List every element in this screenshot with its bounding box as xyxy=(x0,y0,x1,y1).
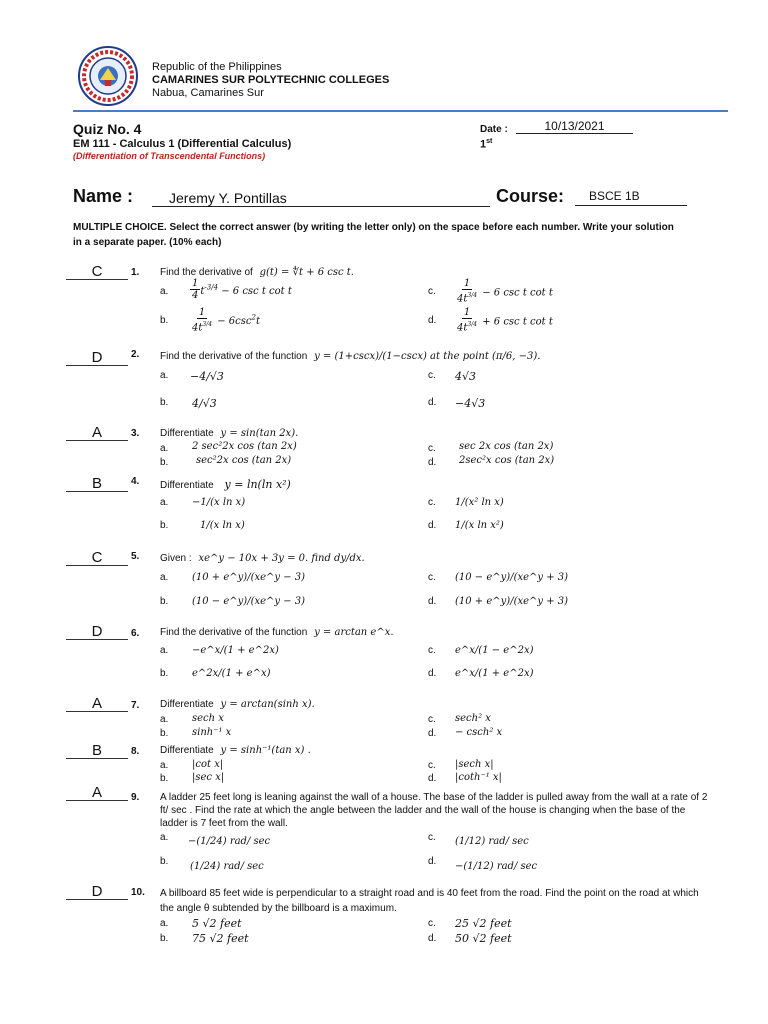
answer-field-10[interactable]: D xyxy=(66,883,128,900)
question-number-5: 5. xyxy=(131,551,140,562)
q1-option-c[interactable] xyxy=(455,278,553,304)
q9-option-a[interactable]: −(1/24) rad/ sec xyxy=(188,836,271,847)
question-text-5 xyxy=(160,553,365,564)
date-value[interactable]: 10/13/2021 xyxy=(516,119,633,134)
q8-label-c: c. xyxy=(428,760,436,771)
q3-label-c: c. xyxy=(428,443,436,454)
q4-label-b: b. xyxy=(160,520,169,531)
q6-option-b[interactable]: e^2x/(1 + e^x) xyxy=(192,668,271,679)
q5-option-d[interactable]: (10 + e^y)/(xe^y + 3) xyxy=(455,596,569,607)
q10-label-d: d. xyxy=(428,933,437,944)
q7-prompt: Differentiate xyxy=(160,699,214,710)
question-number-8: 8. xyxy=(131,746,140,757)
q2-option-d[interactable]: −4√3 xyxy=(455,397,486,410)
q2-prompt: Find the derivative of the function xyxy=(160,351,308,362)
q2-label-b: b. xyxy=(160,397,169,408)
question-text-7 xyxy=(160,699,315,710)
q8-expression: y = sinh⁻¹(tan x) . xyxy=(220,745,311,756)
q9-label-d: d. xyxy=(428,856,437,867)
question-number-4: 4. xyxy=(131,476,140,487)
question-number-9: 9. xyxy=(131,792,140,803)
q5-option-b[interactable]: (10 − e^y)/(xe^y − 3) xyxy=(192,596,306,607)
course-label: Course: xyxy=(496,186,565,206)
q1-a-rest: $t^{-3/4} - 6$ csc t cot t xyxy=(200,283,292,297)
q4-expression: y = ln(ln x²) xyxy=(224,478,291,491)
answer-field-6[interactable]: D xyxy=(66,623,128,640)
q8-option-d[interactable]: |coth⁻¹ x| xyxy=(455,772,502,783)
q1-label-a: a. xyxy=(160,286,169,297)
question-text-2 xyxy=(160,351,540,362)
q6-label-a: a. xyxy=(160,645,169,656)
answer-field-3[interactable]: A xyxy=(66,424,128,441)
semester-suffix: st xyxy=(486,138,493,145)
q7-label-a: a. xyxy=(160,714,169,725)
q10-label-c: c. xyxy=(428,918,436,929)
q7-expression: y = arctan(sinh x). xyxy=(220,699,315,710)
q3-option-a[interactable]: 2 sec²2x cos (tan 2x) xyxy=(192,441,297,452)
q1-d-fraction: $\frac{1}{4t^{3/4}}$ xyxy=(457,307,478,334)
q1-b-fraction: $\frac{1}{4t^{3/4}}$ xyxy=(192,307,213,334)
q6-expression: y = arctan e^x. xyxy=(314,627,394,638)
date-label: Date : xyxy=(480,124,508,135)
q10-option-c[interactable]: 25 √2 feet xyxy=(455,917,512,930)
q4-label-a: a. xyxy=(160,497,169,508)
q9-option-d[interactable]: −(1/12) rad/ sec xyxy=(455,861,538,872)
q4-option-c[interactable]: 1/(x² ln x) xyxy=(455,497,504,508)
q5-label-d: d. xyxy=(428,596,437,607)
question-number-2: 2. xyxy=(131,349,140,360)
q8-option-c[interactable]: |sech x| xyxy=(455,759,494,770)
q5-option-a[interactable]: (10 + e^y)/(xe^y − 3) xyxy=(192,572,306,583)
q4-option-a[interactable]: −1/(x ln x) xyxy=(192,497,246,508)
q3-label-a: a. xyxy=(160,443,169,454)
q1-label-b: b. xyxy=(160,315,169,326)
q7-option-b[interactable]: sinh⁻¹ x xyxy=(192,727,232,738)
answer-field-1[interactable]: C xyxy=(66,263,128,280)
q7-label-d: d. xyxy=(428,728,437,739)
q1-label-d: d. xyxy=(428,315,437,326)
q1-c-fraction: $\frac{1}{4t^{3/4}}$ xyxy=(457,278,478,305)
q7-option-d[interactable]: − csch² x xyxy=(455,727,503,738)
q1-c-rest: − 6 csc t cot t xyxy=(479,287,553,299)
q6-option-c[interactable]: e^x/(1 − e^2x) xyxy=(455,645,534,656)
q4-label-d: d. xyxy=(428,520,437,531)
header-location: Nabua, Camarines Sur xyxy=(152,87,264,99)
question-number-6: 6. xyxy=(131,628,140,639)
question-text-1 xyxy=(160,267,354,278)
q2-label-a: a. xyxy=(160,370,169,381)
q7-label-c: c. xyxy=(428,714,436,725)
q4-option-d[interactable]: 1/(x ln x²) xyxy=(455,520,504,531)
q3-expression: y = sin(tan 2x). xyxy=(220,428,299,439)
college-seal xyxy=(78,46,138,106)
question-text-9: A ladder 25 feet long is leaning against the wall of a house. The base of the ladder is pulled away from the wall at a rate of 2 ft/ sec . Find the rate at which the angle between the ladder and the wall of the house is changing when the base of the ladder is 7 feet from the wall. xyxy=(160,792,708,829)
course-field[interactable]: BSCE 1B xyxy=(575,189,687,206)
question-number-10: 10. xyxy=(131,887,145,898)
q6-prompt: Find the derivative of the function xyxy=(160,627,308,638)
answer-field-5[interactable]: C xyxy=(66,549,128,566)
q1-option-a[interactable] xyxy=(190,278,292,301)
q4-option-b[interactable]: 1/(x ln x) xyxy=(200,520,245,531)
q1-option-b[interactable] xyxy=(190,307,260,333)
q3-label-d: d. xyxy=(428,457,437,468)
q1-option-d[interactable] xyxy=(455,307,553,333)
q7-option-c[interactable]: sech² x xyxy=(455,713,491,724)
q2-label-d: d. xyxy=(428,397,437,408)
name-label: Name : xyxy=(73,186,134,206)
question-text-8 xyxy=(160,745,311,756)
course-code: EM 111 - Calculus 1 (Differential Calculus) xyxy=(73,138,292,150)
q6-option-a[interactable]: −e^x/(1 + e^2x) xyxy=(192,645,279,656)
q1-d-rest: + 6 csc t cot t xyxy=(479,316,553,328)
answer-field-9[interactable]: A xyxy=(66,784,128,801)
q1-b-rest: − $6\csc^2t$ xyxy=(214,314,260,328)
q6-label-d: d. xyxy=(428,668,437,679)
q5-label-c: c. xyxy=(428,572,436,583)
q7-option-a[interactable]: sech x xyxy=(192,713,224,724)
q10-option-b[interactable]: 75 √2 feet xyxy=(192,932,249,945)
q8-option-a[interactable]: |cot x| xyxy=(192,759,224,770)
q5-expression: xe^y − 10x + 3y = 0. find dy/dx. xyxy=(198,553,365,564)
q3-option-d[interactable]: 2sec²x cos (tan 2x) xyxy=(459,455,555,466)
semester-line xyxy=(480,138,492,151)
q4-prompt: Differentiate xyxy=(160,480,214,491)
q8-option-b[interactable]: |sec x| xyxy=(192,772,225,783)
q2-label-c: c. xyxy=(428,370,436,381)
q9-label-b: b. xyxy=(160,856,169,867)
q5-label-b: b. xyxy=(160,596,169,607)
q8-label-d: d. xyxy=(428,773,437,784)
q6-option-d[interactable]: e^x/(1 + e^2x) xyxy=(455,668,534,679)
q2-option-b[interactable]: 4/√3 xyxy=(192,397,217,410)
q5-prompt: Given : xyxy=(160,553,192,564)
quiz-topic: (Differentiation of Transcendental Functions) xyxy=(73,151,266,161)
q2-option-c[interactable]: 4√3 xyxy=(455,370,477,383)
q3-option-b[interactable]: sec²2x cos (tan 2x) xyxy=(196,455,292,466)
answer-field-2[interactable]: D xyxy=(66,349,128,366)
q8-prompt: Differentiate xyxy=(160,745,214,756)
question-text-4 xyxy=(160,478,291,491)
q1-label-c: c. xyxy=(428,286,436,297)
q4-label-c: c. xyxy=(428,497,436,508)
q9-option-b[interactable]: (1/24) rad/ sec xyxy=(190,861,264,872)
question-number-1: 1. xyxy=(131,267,140,278)
q6-label-b: b. xyxy=(160,668,169,679)
q10-label-a: a. xyxy=(160,918,169,929)
q9-option-c[interactable]: (1/12) rad/ sec xyxy=(455,836,529,847)
semester-number: 1 xyxy=(480,138,487,151)
header-divider xyxy=(73,110,728,112)
question-number-7: 7. xyxy=(131,700,140,711)
header-college: CAMARINES SUR POLYTECHNIC COLLEGES xyxy=(152,74,390,86)
question-text-6 xyxy=(160,627,394,638)
q10-label-b: b. xyxy=(160,933,169,944)
q8-label-b: b. xyxy=(160,773,169,784)
q5-option-c[interactable]: (10 − e^y)/(xe^y + 3) xyxy=(455,572,569,583)
q1-expression: g(t) = ∜t + 6 csc t. xyxy=(259,267,354,278)
q1-prompt: Find the derivative of xyxy=(160,267,253,278)
q6-label-c: c. xyxy=(428,645,436,656)
answer-field-8[interactable]: B xyxy=(66,742,128,759)
question-text-10: A billboard 85 feet wide is perpendicular to a straight road and is 40 feet from the road. Find the point on the road at which the angle θ subtended by the billboard is a maximum. xyxy=(160,888,699,914)
q8-label-a: a. xyxy=(160,760,169,771)
name-field[interactable]: Jeremy Y. Pontillas xyxy=(152,190,490,207)
q10-option-d[interactable]: 50 √2 feet xyxy=(455,932,512,945)
q7-label-b: b. xyxy=(160,728,169,739)
question-text-3 xyxy=(160,428,298,439)
q10-option-a[interactable]: 5 √2 feet xyxy=(192,917,242,930)
q2-expression: y = (1+cscx)/(1−cscx) at the point (π/6, −3). xyxy=(314,351,541,362)
q3-label-b: b. xyxy=(160,457,169,468)
answer-field-4[interactable]: B xyxy=(66,475,128,492)
answer-field-7[interactable]: A xyxy=(66,695,128,712)
q3-option-c[interactable]: sec 2x cos (tan 2x) xyxy=(459,441,554,452)
q9-label-c: c. xyxy=(428,832,436,843)
q9-label-a: a. xyxy=(160,832,169,843)
quiz-title: Quiz No. 4 xyxy=(73,121,142,137)
q5-label-a: a. xyxy=(160,572,169,583)
q3-prompt: Differentiate xyxy=(160,428,214,439)
q2-option-a[interactable]: −4/√3 xyxy=(190,370,224,383)
header-republic: Republic of the Philippines xyxy=(152,61,282,73)
q1-a-fraction: $\frac{1}{4}$ xyxy=(192,278,199,301)
instructions: MULTIPLE CHOICE. Select the correct answer (by writing the letter only) on the space before each number. Write your solution in a separate paper. (10% each) xyxy=(73,222,674,248)
question-number-3: 3. xyxy=(131,428,140,439)
